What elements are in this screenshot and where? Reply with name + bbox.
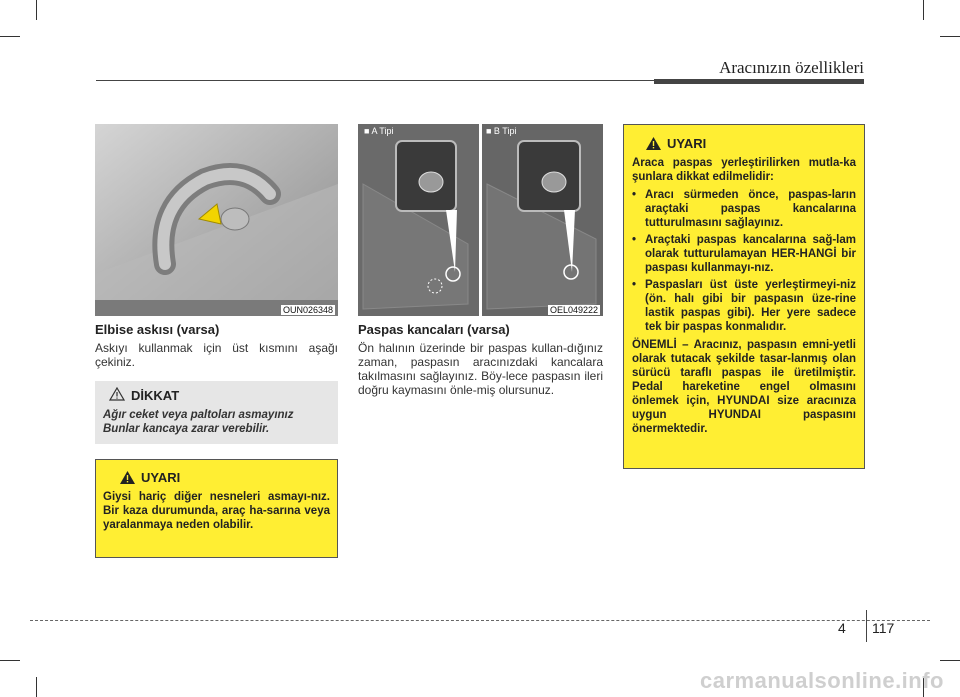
warning-icon [645,136,662,151]
chapter-number: 4 [838,620,846,636]
warning-box-coat-hook [95,459,338,558]
page-number-separator [866,610,867,642]
warning-note: ÖNEMLİ – Aracınız, paspasın emni-yetli olarak tutacak şekilde tasar-lanmış olan sürücü taraflı paspas ile üretilmiştir. Pedal hareketine engel olmasını önlemek için, HYUNDAI size aracınıza uygun HYUNDAI paspasını önermektedir. [632,339,856,435]
type-b-label: ■ B Tipi [486,126,517,136]
photo-code: OUN026348 [282,305,333,315]
crop-mark [0,660,20,661]
crop-mark [36,0,37,20]
watermark: carmanualsonline.info [700,668,944,693]
section-title-floor-mat: Paspas kancaları (varsa) [358,322,510,337]
crop-mark [940,660,960,661]
crop-mark [36,677,37,697]
warning-title: UYARI [667,136,707,151]
warning-bullet-list [632,188,856,334]
page-number: 117 [872,620,895,636]
warning-bullet: • Aracı sürmeden önce, paspas-ların araçtaki paspas kancalarına tutturulmasını sağlayınız. [632,188,856,230]
warning-intro: Araca paspas yerleştirilirken mutla-ka şunlara dikkat edilmelidir: [632,157,856,183]
caution-box [95,381,338,444]
crop-mark [923,0,924,20]
warning-title: UYARI [141,470,181,485]
floor-mat-body: Ön halının üzerinde bir paspas kullan-dığınız zaman, paspasın aracınızdaki kancalara takılmasını sağlayınız. Böy-lece paspasın ileri doğru kaymasını önle-miş olursunuz. [358,341,603,397]
floor-mat-hook-photo [358,124,603,316]
caution-icon [109,387,125,401]
warning-icon [119,470,136,485]
coat-hook-photo [95,124,338,316]
caution-text: Ağır ceket veya paltoları asmayınız Bunlar kancaya zarar verebilir. [103,409,294,435]
caution-title: DİKKAT [131,388,180,403]
section-title-coat-hook: Elbise askısı (varsa) [95,322,220,337]
warning-bullet: • Araçtaki paspas kancalarına sağ-lam olarak tutturulamayan HER-HANGİ bir paspası kullanmayı-nız. [632,233,856,275]
crop-mark [0,36,20,37]
warning-bullet: • Paspasları üst üste yerleştirmeyi-niz (ön. halı gibi bir paspasın üze-rine lastik paspas gibi). Her yere sadece tek bir paspas konmalıdır. [632,278,856,334]
coat-hook-body: Askıyı kullanmak için üst kısmını aşağı çekiniz. [95,341,338,369]
header-bar [654,79,864,84]
footer-rule [30,620,930,621]
warning-text: Giysi hariç diğer nesneleri asmayı-nız. Bir kaza durumunda, araç ha-sarına veya yaralanmaya neden olabilir. [103,491,330,531]
page-header-title: Aracınızın özellikleri [719,58,864,77]
type-a-label: ■ A Tipi [364,126,394,136]
warning-box-floor-mat [623,124,865,469]
photo-code: OEL049222 [549,305,598,315]
crop-mark [940,36,960,37]
